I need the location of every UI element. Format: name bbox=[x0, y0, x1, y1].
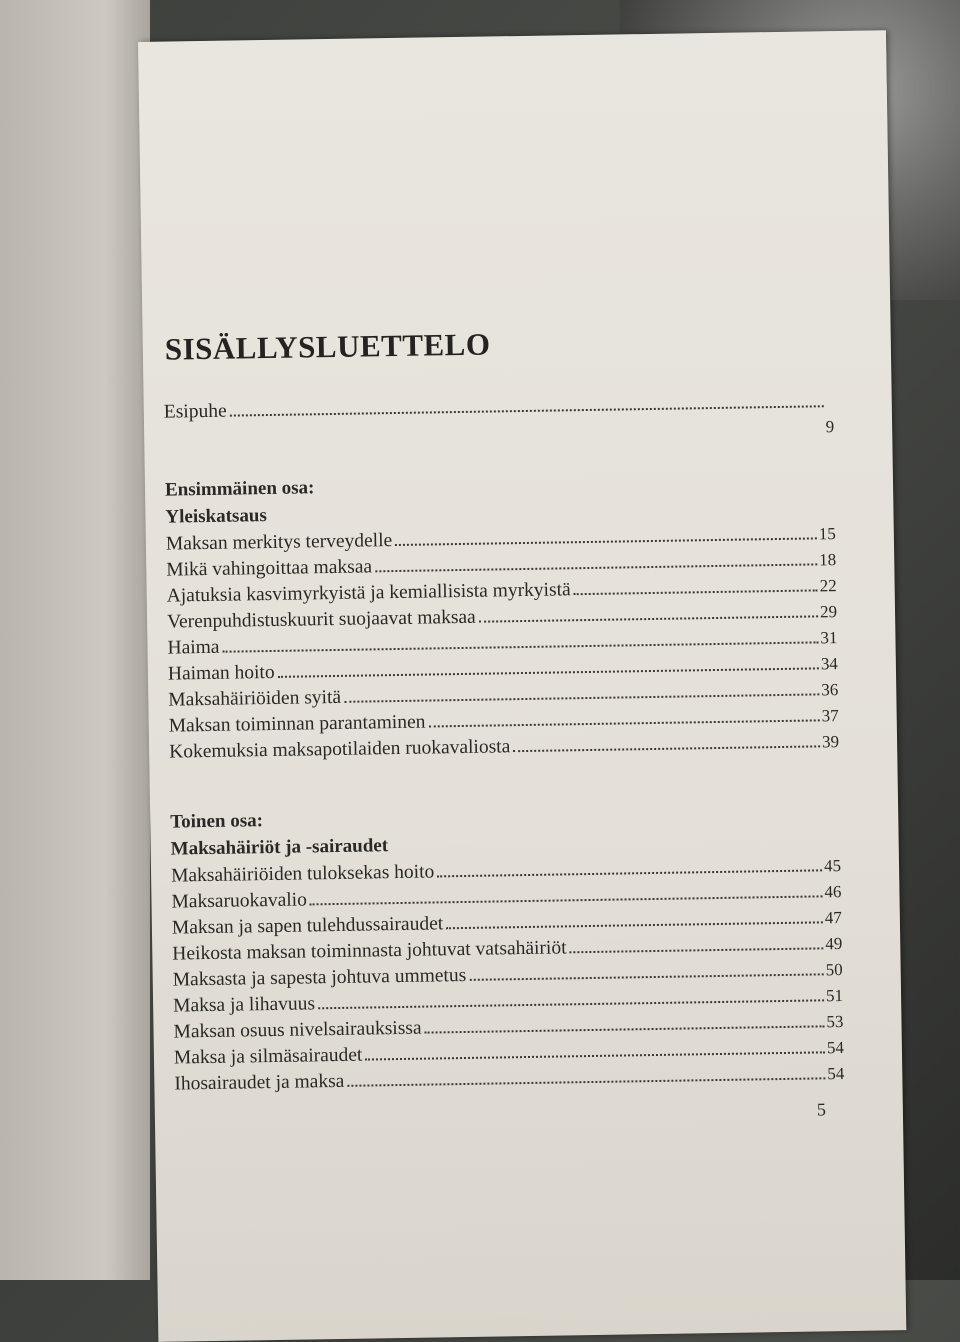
dot-leader bbox=[365, 1051, 825, 1060]
entry-title: Maksan merkitys terveydelle bbox=[165, 530, 393, 555]
dot-leader bbox=[513, 745, 820, 752]
entry-page: 9 bbox=[825, 417, 835, 437]
dot-leader bbox=[425, 1025, 825, 1033]
entry-page: 31 bbox=[820, 628, 838, 648]
dot-leader bbox=[230, 405, 824, 416]
dot-leader bbox=[278, 667, 819, 678]
dot-leader bbox=[446, 921, 823, 929]
entry-title: Kokemuksia maksapotilaiden ruokavaliosta bbox=[168, 736, 511, 763]
dot-leader bbox=[469, 973, 823, 981]
entry-title: Maksaruokavalio bbox=[171, 889, 308, 913]
entry-page: 50 bbox=[825, 960, 843, 980]
entry-page: 39 bbox=[821, 732, 840, 752]
entry-page: 15 bbox=[818, 524, 836, 544]
dot-leader bbox=[479, 615, 818, 622]
book-page bbox=[138, 30, 906, 1342]
entry-title: Maksahäiriöiden tuloksekas hoito bbox=[170, 861, 435, 887]
entry-title: Maksan ja sapen tulehdussairaudet bbox=[171, 913, 444, 939]
entry-page: 45 bbox=[823, 856, 842, 876]
entry-title: Maksa ja lihavuus bbox=[172, 993, 316, 1017]
entry-title: Verenpuhdistuskuurit suojaavat maksaa bbox=[166, 606, 476, 633]
entry-title: Mikä vahingoittaa maksaa bbox=[166, 556, 373, 581]
dot-leader bbox=[347, 1077, 825, 1087]
entry-title: Esipuhe bbox=[163, 400, 227, 423]
entry-page: 54 bbox=[827, 1064, 845, 1084]
table-of-contents bbox=[163, 321, 845, 1099]
entry-title: Heikosta maksan toiminnasta johtuvat vatsahäiriöt bbox=[172, 937, 567, 965]
entry-page: 53 bbox=[826, 1012, 844, 1032]
part-name: Yleiskatsaus bbox=[165, 505, 267, 528]
entry-page: 54 bbox=[826, 1038, 845, 1058]
entry-title: Maksasta ja sapesta johtuva ummetus bbox=[172, 964, 467, 991]
dot-leader bbox=[310, 895, 823, 905]
entry-title: Maksahäiriöiden syitä bbox=[168, 686, 342, 711]
part-label: Toinen osa: bbox=[170, 810, 264, 833]
part-label: Ensimmäinen osa: bbox=[164, 477, 315, 501]
dot-leader bbox=[395, 537, 817, 546]
left-page bbox=[0, 0, 150, 1280]
entry-page: 37 bbox=[821, 706, 839, 726]
entry-title: Haiman hoito bbox=[167, 661, 275, 685]
entry-page: 51 bbox=[825, 986, 844, 1006]
dot-leader bbox=[574, 589, 818, 595]
entry-page: 46 bbox=[824, 882, 842, 902]
dot-leader bbox=[428, 719, 819, 727]
entry-title: Maksan toiminnan parantaminen bbox=[168, 711, 426, 737]
entry-title: Ajatuksia kasvimyrkyistä ja kemiallisista myrkyistä bbox=[166, 579, 571, 607]
entry-title: Ihosairaudet ja maksa bbox=[174, 1070, 345, 1095]
entry-page: 34 bbox=[820, 654, 838, 674]
entry-title: Maksa ja silmäsairaudet bbox=[173, 1044, 363, 1069]
toc-title: SISÄLLYSLUETTELO bbox=[164, 326, 491, 367]
entry-page: 47 bbox=[824, 908, 842, 928]
entry-page: 49 bbox=[825, 934, 843, 954]
part-name: Maksahäiriöt ja -sairaudet bbox=[170, 835, 389, 860]
dot-leader bbox=[223, 641, 819, 652]
dot-leader bbox=[375, 563, 817, 572]
dot-leader bbox=[344, 693, 819, 702]
dot-leader bbox=[318, 999, 824, 1009]
entry-page: 22 bbox=[819, 576, 837, 596]
entry-page: 29 bbox=[819, 602, 838, 622]
entry-title: Haima bbox=[167, 636, 220, 659]
entry-page: 18 bbox=[819, 550, 837, 570]
page-number: 5 bbox=[816, 1099, 827, 1120]
dot-leader bbox=[570, 947, 824, 953]
dot-leader bbox=[437, 869, 822, 877]
entry-page: 36 bbox=[821, 680, 839, 700]
toc-entry-preface bbox=[164, 391, 835, 454]
entry-title: Maksan osuus nivelsairauksissa bbox=[173, 1017, 422, 1043]
